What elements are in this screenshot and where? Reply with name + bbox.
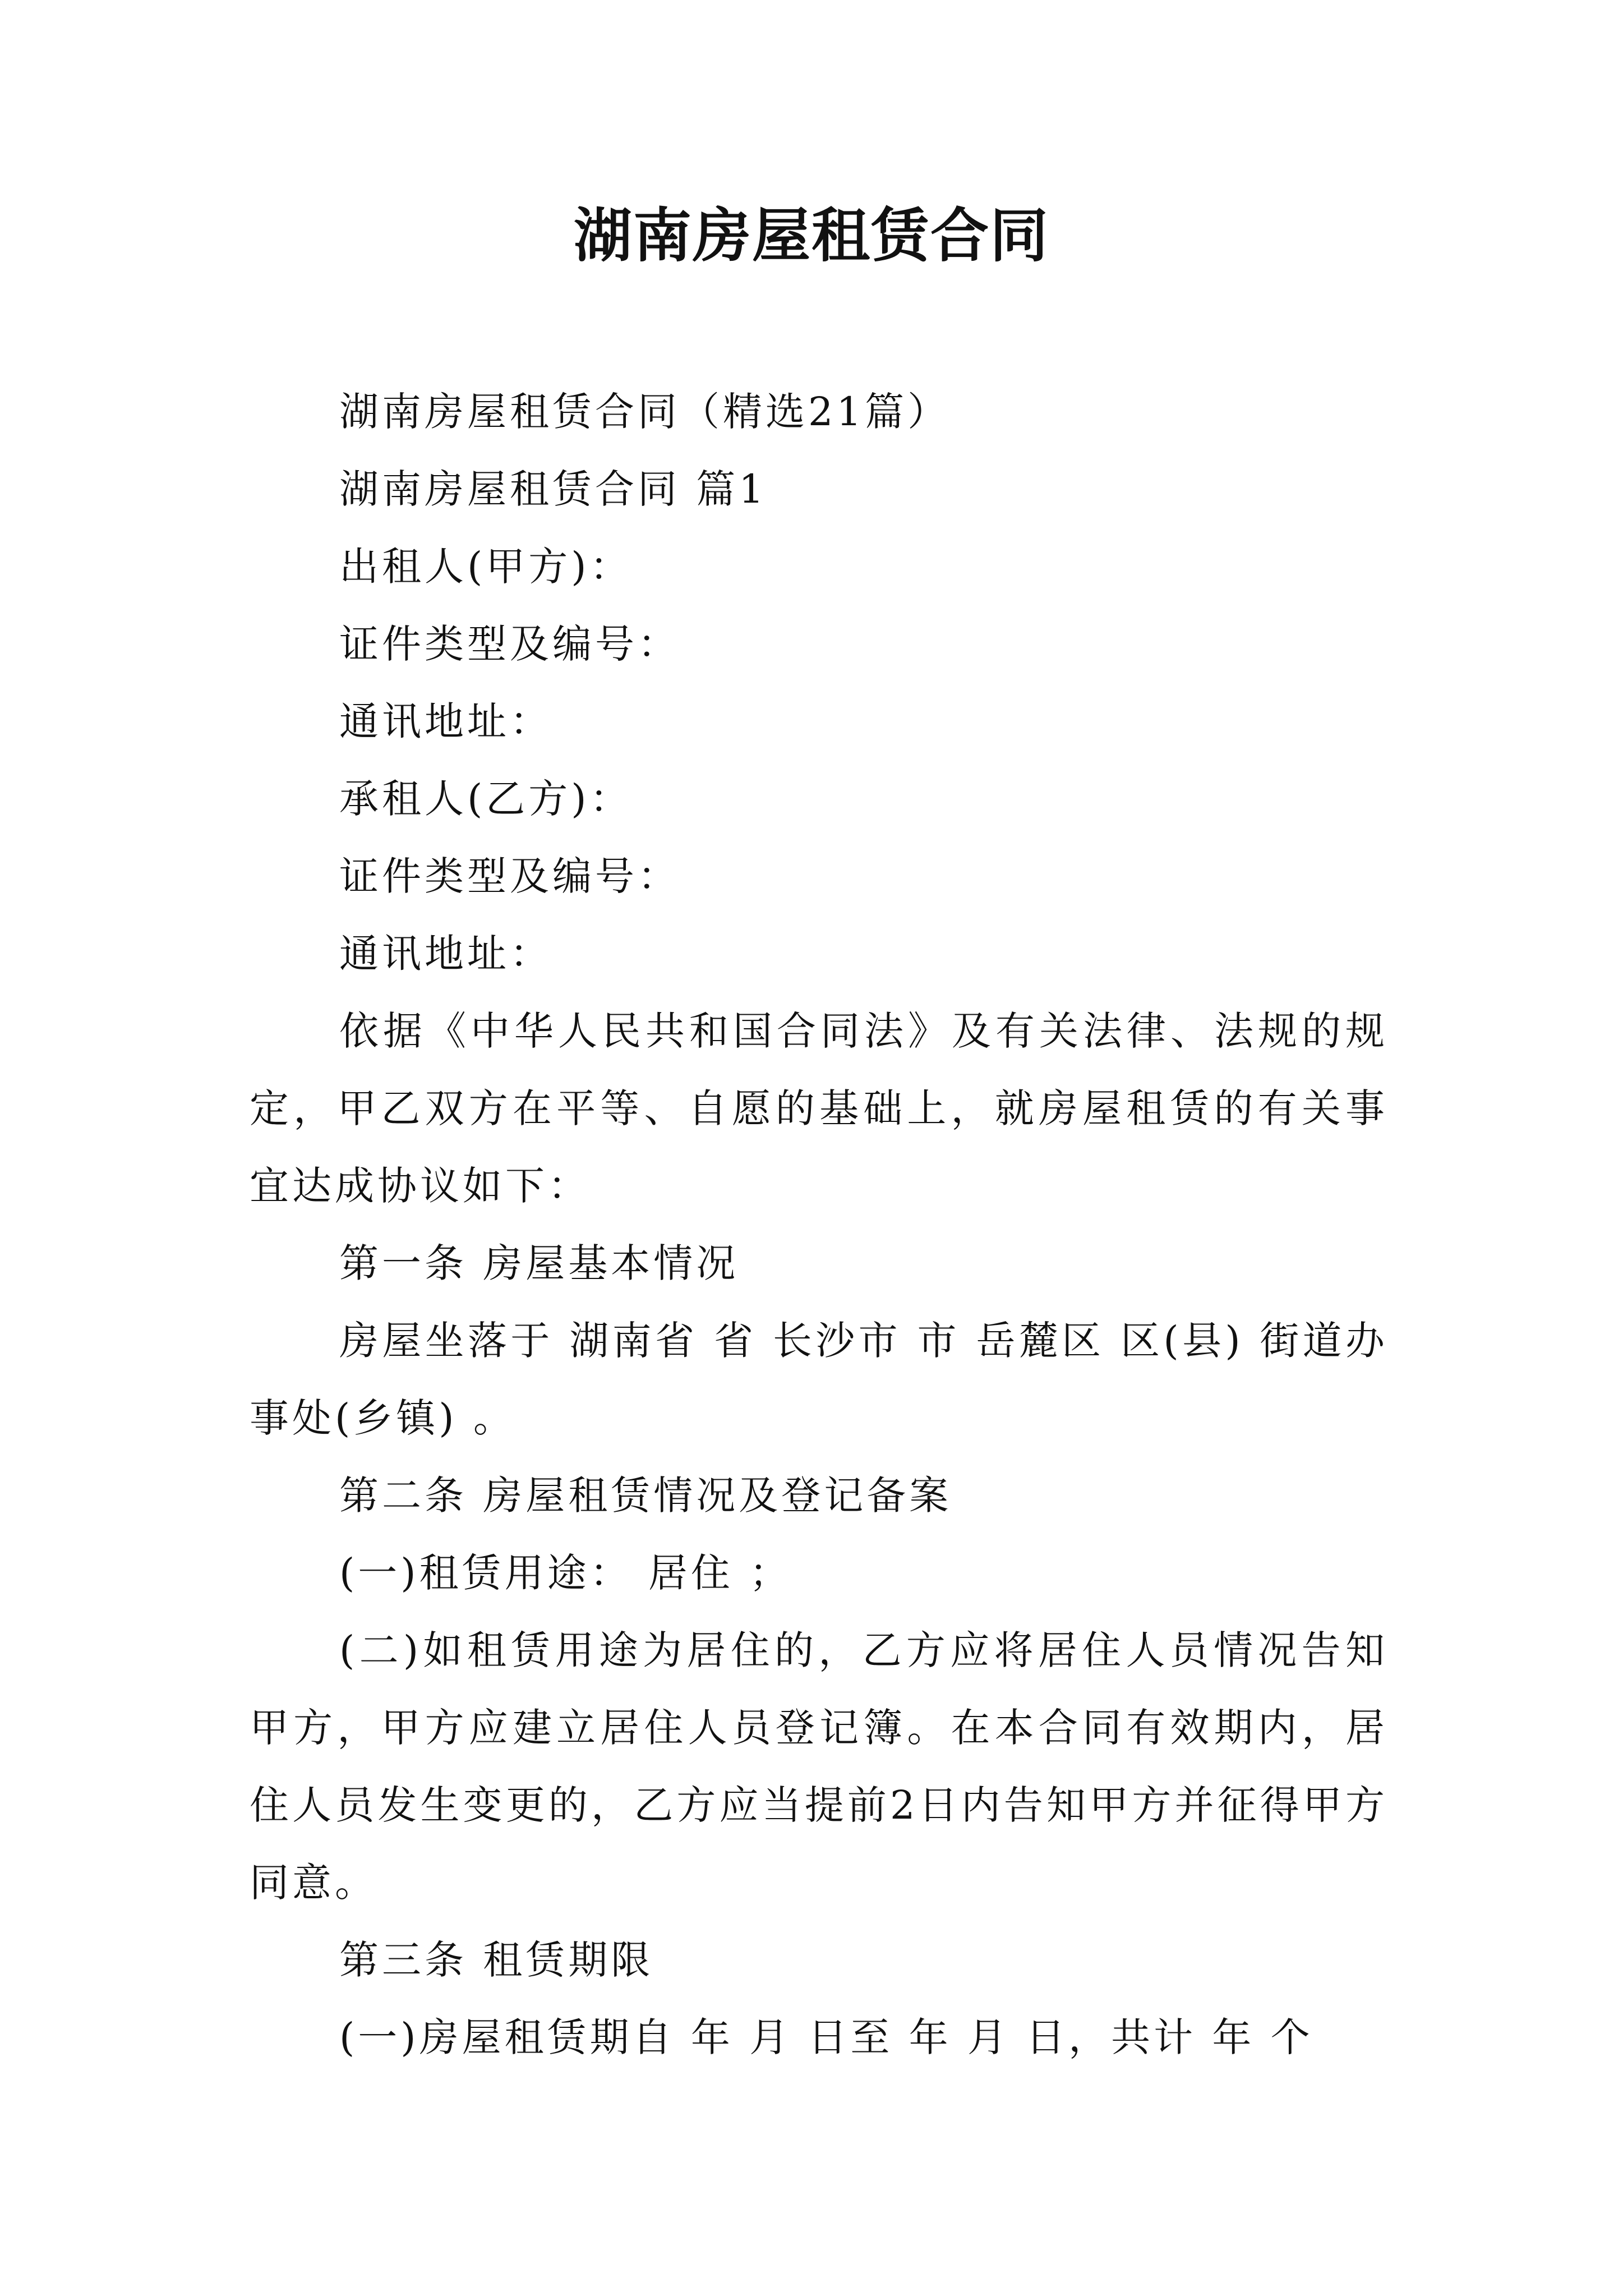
paragraph-article-3-item-1: (一)房屋租赁期自 年 月 日至 年 月 日，共计 年 个 bbox=[339, 2014, 1313, 2060]
paragraph-preamble: 依据《中华人民共和国合同法》及有关法律、法规的规定，甲乙双方在平等、自愿的基础上，就房屋租赁的有关事宜达成协议如下： bbox=[250, 1008, 1388, 1209]
paragraph-lessee-id: 证件类型及编号： bbox=[339, 853, 680, 899]
paragraph-subtitle: 湖南房屋租赁合同（精选21篇） bbox=[339, 389, 951, 435]
paragraph-article-1-heading: 第一条 房屋基本情况 bbox=[339, 1240, 739, 1286]
paragraph-lessor: 出租人(甲方)： bbox=[339, 544, 633, 590]
document-title: 湖南房屋租赁合同 bbox=[573, 201, 1049, 270]
paragraph-article-1-location: 房屋坐落于 湖南省 省 长沙市 市 岳麓区 区(县) 街道办事处(乡镇) 。 bbox=[250, 1318, 1388, 1441]
paragraph-lessee-address: 通讯地址： bbox=[339, 931, 552, 977]
paragraph-lessee: 承租人(乙方)： bbox=[339, 776, 633, 822]
paragraph-article-3-heading: 第三条 租赁期限 bbox=[339, 1937, 654, 1983]
paragraph-lessor-address: 通讯地址： bbox=[339, 698, 552, 744]
paragraph-lessor-id: 证件类型及编号： bbox=[339, 621, 680, 667]
paragraph-section-heading: 湖南房屋租赁合同 篇1 bbox=[339, 466, 767, 512]
document-body bbox=[250, 373, 1388, 2076]
paragraph-article-2-item-2: (二)如租赁用途为居住的，乙方应将居住人员情况告知甲方，甲方应建立居住人员登记簿。在本合同有效期内，居住人员发生变更的，乙方应当提前2日内告知甲方并征得甲方同意。 bbox=[250, 1627, 1388, 1906]
paragraph-article-2-heading: 第二条 房屋租赁情况及登记备案 bbox=[339, 1473, 952, 1519]
paragraph-article-2-item-1: (一)租赁用途： 居住 ； bbox=[339, 1550, 792, 1596]
